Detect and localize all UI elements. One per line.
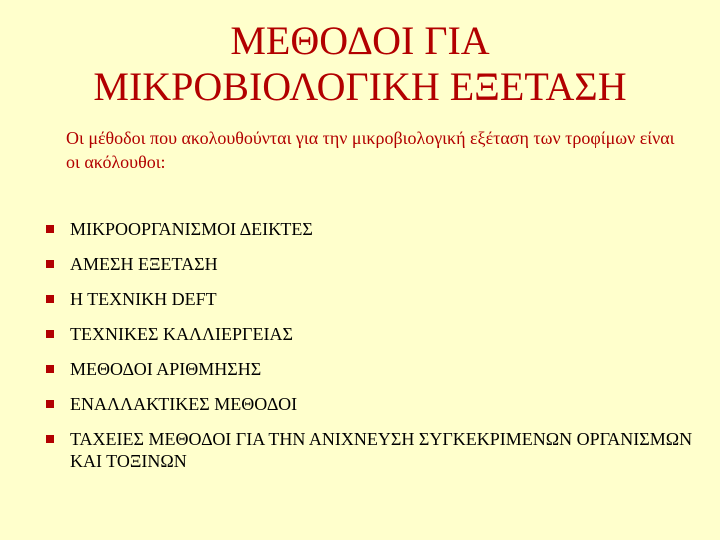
square-bullet-icon <box>46 260 54 268</box>
bullet-text: ΤΕΧΝΙΚΕΣ ΚΑΛΛΙΕΡΓΕΙΑΣ <box>70 324 293 344</box>
bullet-item <box>46 358 696 380</box>
square-bullet-icon <box>46 330 54 338</box>
bullet-text: Η ΤΕΧΝΙΚΗ DEFT <box>70 289 217 309</box>
square-bullet-icon <box>46 365 54 373</box>
square-bullet-icon <box>46 435 54 443</box>
bullet-item <box>46 428 696 472</box>
bullet-item <box>46 218 696 240</box>
square-bullet-icon <box>46 295 54 303</box>
bullet-list <box>46 218 696 485</box>
square-bullet-icon <box>46 225 54 233</box>
bullet-item <box>46 393 696 415</box>
square-bullet-icon <box>46 400 54 408</box>
bullet-item <box>46 323 696 345</box>
title-line-2: ΜΙΚΡΟΒΙΟΛΟΓΙΚΗ ΕΞΕΤΑΣΗ <box>93 64 627 109</box>
bullet-item <box>46 253 696 275</box>
bullet-text: ΜΙΚΡΟΟΡΓΑΝΙΣΜΟΙ ΔΕΙΚΤΕΣ <box>70 219 313 239</box>
intro-text: Οι μέθοδοι που ακολουθούνται για την μικροβιολογική εξέταση των τροφίμων είναι οι ακόλουθοι: <box>66 128 675 172</box>
bullet-item <box>46 288 696 310</box>
bullet-text: ΤΑΧΕΙΕΣ ΜΕΘΟΔΟΙ ΓΙΑ ΤΗΝ ΑΝΙΧΝΕΥΣΗ ΣΥΓΚΕΚΡΙΜΕΝΩΝ ΟΡΓΑΝΙΣΜΩΝ ΚΑΙ ΤΟΞΙΝΩΝ <box>70 429 693 471</box>
bullet-text: ΜΕΘΟΔΟΙ ΑΡΙΘΜΗΣΗΣ <box>70 359 262 379</box>
title-line-1: ΜΕΘΟΔΟΙ ΓΙΑ <box>230 18 490 63</box>
bullet-text: ΕΝΑΛΛΑΚΤΙΚΕΣ ΜΕΘΟΔΟΙ <box>70 394 298 414</box>
bullet-text: ΑΜΕΣΗ ΕΞΕΤΑΣΗ <box>70 254 218 274</box>
slide-title <box>0 18 720 110</box>
